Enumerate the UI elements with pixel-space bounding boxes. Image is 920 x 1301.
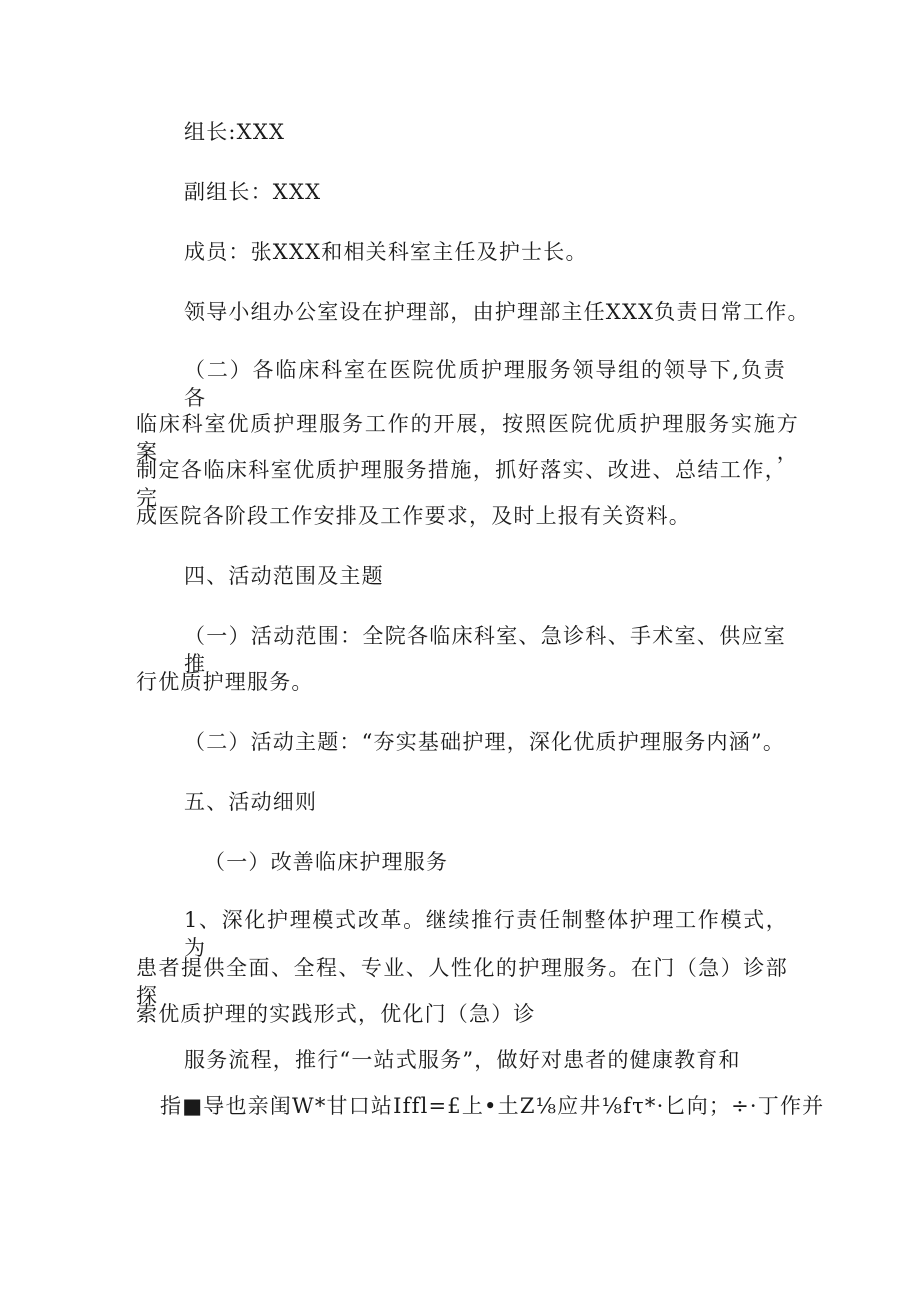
heading-four: 四、活动范围及主题 bbox=[184, 564, 384, 588]
section-two-paragraph-line-4: 成医院各阶段工作安排及工作要求，及时上报有关资料。 bbox=[136, 504, 691, 528]
activity-scope-line-1: （一）活动范围：全院各临床科室、急诊科、手术室、供应室推 bbox=[184, 624, 786, 676]
item-one-line-1: 1、深化护理模式改革。继续推行责任制整体护理工作模式，为 bbox=[184, 908, 788, 960]
leader-line: 组长:XXX bbox=[184, 120, 286, 144]
office-paragraph: 领导小组办公室设在护理部，由护理部主任XXX负责日常工作。 bbox=[184, 300, 810, 324]
item-one-line-5-garbled: 指■导也亲闺W*甘口站Iffl=£上•土Z⅛应井⅛fτ*·匕向；÷·丁作并 bbox=[160, 1094, 825, 1118]
section-two-paragraph-line-3: 制定各临床科室优质护理服务措施，抓好落实、改进、总结工作，完 bbox=[136, 458, 787, 510]
activity-scope-line-2: 行优质护理服务。 bbox=[136, 670, 314, 694]
heading-five: 五、活动细则 bbox=[184, 790, 318, 814]
section-two-paragraph-line-1: （二）各临床科室在医院优质护理服务领导组的领导下,负责各 bbox=[184, 358, 786, 410]
item-one-line-3: 索优质护理的实践形式，优化门（急）诊 bbox=[136, 1002, 536, 1026]
item-one-line-2: 患者提供全面、全程、专业、人性化的护理服务。在门（急）诊部探 bbox=[136, 956, 788, 1008]
item-one-line-4: 服务流程，推行“一站式服务”，做好对患者的健康教育和 bbox=[184, 1048, 741, 1072]
section-two-paragraph-line-2: 临床科室优质护理服务工作的开展，按照医院优质护理服务实施方案， bbox=[136, 412, 799, 464]
deputy-leader-line: 副组长：XXX bbox=[184, 180, 322, 204]
subheading-improve-nursing: （一）改善临床护理服务 bbox=[204, 850, 449, 874]
activity-theme-line: （二）活动主题：“夯实基础护理，深化优质护理服务内涵”。 bbox=[184, 730, 786, 754]
members-line: 成员：张XXX和相关科室主任及护士长。 bbox=[184, 240, 588, 264]
